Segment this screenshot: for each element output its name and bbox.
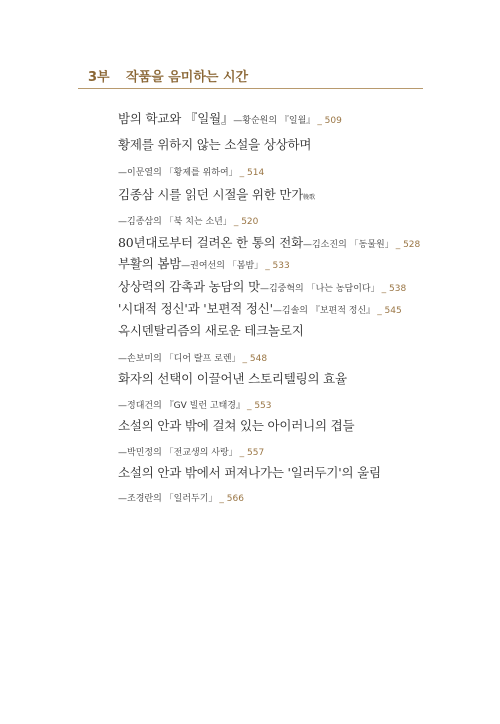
entry-page: _ 528 bbox=[395, 240, 421, 250]
entry-page: _ 509 bbox=[317, 116, 342, 126]
part-header bbox=[78, 62, 423, 89]
toc-entry-author-line[interactable] bbox=[118, 393, 272, 412]
entry-title: 화자의 선택이 이끌어낸 스토리텔링의 효율 bbox=[118, 371, 347, 386]
entry-page: _ 548 bbox=[242, 354, 268, 364]
entry-page: _ 553 bbox=[246, 401, 272, 411]
entry-title: '시대적 정신'과 '보편적 정신' bbox=[118, 301, 273, 316]
entry-title-hanja: 輓歌 bbox=[303, 194, 316, 201]
entry-title: 옥시덴탈리즘의 새로운 테크놀로지 bbox=[118, 323, 304, 338]
entry-author: —김솔의 『보편적 정신』 bbox=[272, 306, 376, 316]
entry-author: —이문열의 「황제를 위하여」 bbox=[118, 168, 238, 178]
entry-author: —황순원의 『일월』 bbox=[233, 116, 316, 126]
entry-page: _ 520 bbox=[233, 217, 259, 227]
toc-entry-author-line[interactable] bbox=[118, 160, 264, 179]
toc-entry[interactable] bbox=[118, 108, 342, 127]
entry-page: _ 538 bbox=[381, 284, 407, 294]
entry-title: 부활의 봄밤 bbox=[118, 256, 182, 271]
entry-author: —손보미의 「디어 랄프 로렌」 bbox=[118, 354, 241, 364]
entry-author: —조경란의 「일러두기」 bbox=[118, 494, 218, 504]
entry-title: 밤의 학교와 『일월』 bbox=[118, 111, 234, 126]
entry-title: 김종삼 시를 읽던 시절을 위한 만가 bbox=[118, 187, 304, 202]
entry-author: —권여선의 「봄밤」 bbox=[181, 261, 264, 271]
entry-title: 80년대로부터 걸려온 한 통의 전화 bbox=[118, 235, 303, 250]
part-title: 작품을 음미하는 시간 bbox=[126, 70, 249, 85]
toc-entry-author-line[interactable] bbox=[118, 440, 264, 459]
entry-title: 황제를 위하지 않는 소설을 상상하며 bbox=[118, 137, 312, 152]
toc-entry[interactable] bbox=[118, 298, 402, 317]
toc-entry-author-line[interactable] bbox=[118, 346, 267, 365]
toc-entry[interactable] bbox=[118, 184, 315, 203]
toc-entry-author-line[interactable] bbox=[118, 486, 244, 505]
entry-author: —김소진의 「동물원」 bbox=[302, 240, 394, 250]
toc-entry[interactable] bbox=[118, 276, 406, 295]
entry-page: _ 545 bbox=[377, 306, 402, 316]
entry-author: —정대건의 『GV 빌런 고태경』 bbox=[118, 401, 245, 411]
toc-entry[interactable] bbox=[118, 462, 381, 481]
entry-title: 상상력의 감촉과 농담의 맛 bbox=[118, 279, 260, 294]
toc-entry[interactable] bbox=[118, 320, 304, 339]
toc-entry[interactable] bbox=[118, 134, 311, 153]
toc-entry[interactable] bbox=[118, 253, 290, 272]
entry-title: 소설의 안과 밖에 걸쳐 있는 아이러니의 겹들 bbox=[118, 418, 355, 433]
toc-entry-author-line[interactable] bbox=[118, 209, 258, 228]
entry-page: _ 557 bbox=[239, 448, 265, 458]
entry-author: —박민정의 「전교생의 사랑」 bbox=[118, 448, 238, 458]
entry-author: —김중혁의 「나는 농담이다」 bbox=[259, 284, 380, 294]
entry-title: 소설의 안과 밖에서 퍼져나가는 '일러두기'의 울림 bbox=[118, 465, 381, 480]
toc-entry[interactable] bbox=[118, 232, 420, 251]
entry-page: _ 533 bbox=[265, 261, 290, 271]
entry-page: _ 566 bbox=[219, 494, 244, 504]
part-number: 3부 bbox=[88, 70, 110, 85]
entry-page: _ 514 bbox=[239, 168, 265, 178]
toc-entry[interactable] bbox=[118, 415, 354, 434]
entry-author: —김종삼의 「북 치는 소년」 bbox=[118, 217, 232, 227]
toc-entry[interactable] bbox=[118, 368, 347, 387]
